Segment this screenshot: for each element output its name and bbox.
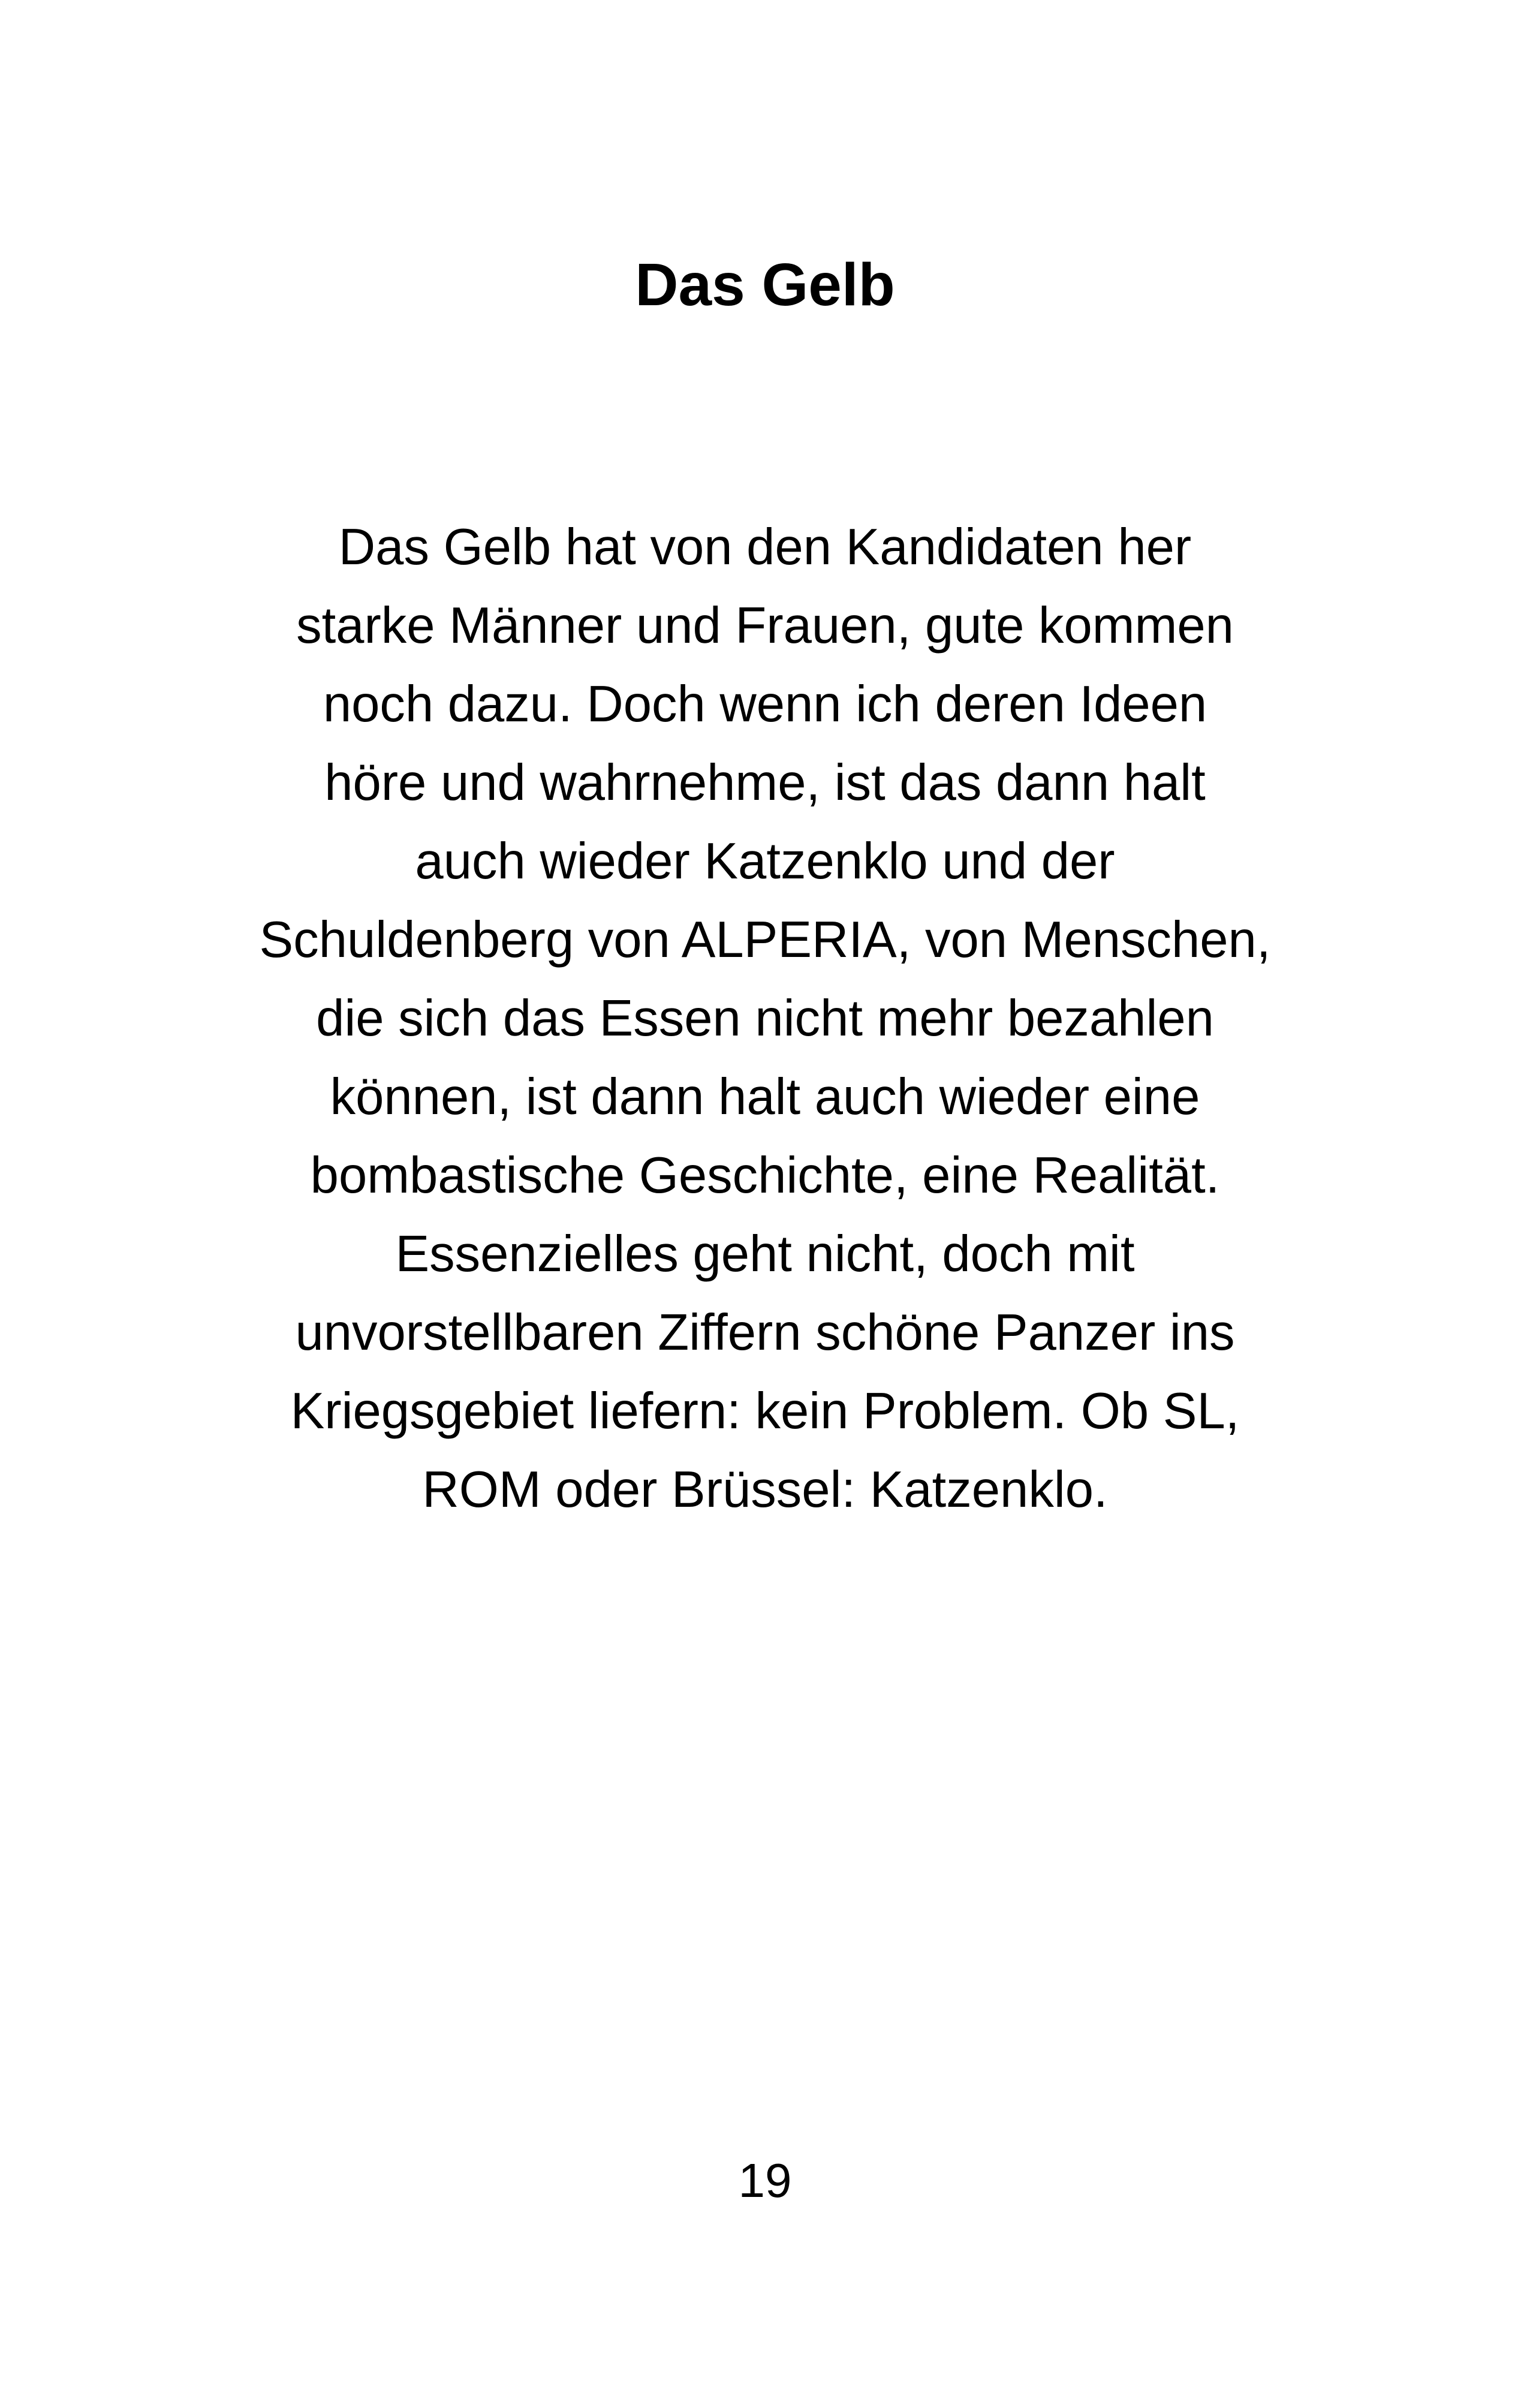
- body-line: können, ist dann halt auch wieder eine: [330, 1068, 1200, 1125]
- body-line: Kriegsgebiet liefern: kein Problem. Ob SL,: [290, 1383, 1240, 1440]
- body-line: Schuldenberg von ALPERIA, von Menschen,: [259, 911, 1271, 968]
- body-line: Das Gelb hat von den Kandidaten her: [338, 519, 1192, 576]
- body-line: auch wieder Katzenklo und der: [415, 833, 1115, 890]
- body-line: unvorstellbaren Ziffern schöne Panzer ins: [295, 1304, 1235, 1361]
- body-line: bombastische Geschichte, eine Realität.: [310, 1147, 1220, 1204]
- body-line: Essenzielles geht nicht, doch mit: [395, 1226, 1135, 1283]
- body-line: starke Männer und Frauen, gute kommen: [296, 597, 1234, 654]
- body-line: die sich das Essen nicht mehr bezahlen: [316, 990, 1214, 1047]
- page-number: 19: [738, 2154, 792, 2207]
- body-line: höre und wahrnehme, ist das dann halt: [324, 754, 1206, 811]
- body-line: noch dazu. Doch wenn ich deren Ideen: [323, 676, 1207, 733]
- body-line: ROM oder Brüssel: Katzenklo.: [422, 1461, 1108, 1518]
- body-paragraph: [180, 508, 1350, 1529]
- chapter-title: Das Gelb: [635, 251, 895, 318]
